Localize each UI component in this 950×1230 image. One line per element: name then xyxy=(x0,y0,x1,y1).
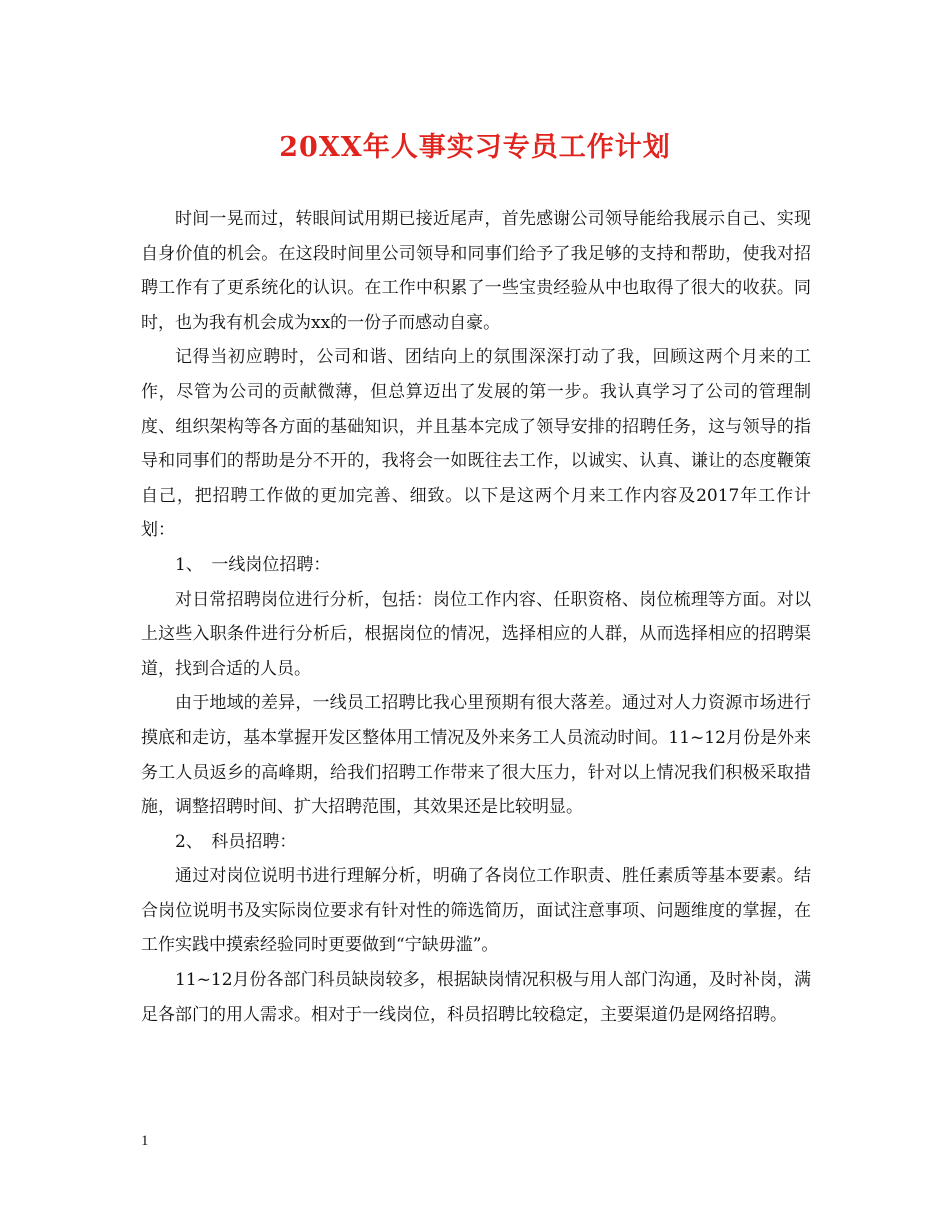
paragraph-staff-vacancy: 11~12月份各部门科员缺岗较多，根据缺岗情况积极与用人部门沟通，及时补岗，满足各部门的用人需求。相对于一线岗位，科员招聘比较稳定，主要渠道仍是网络招聘。 xyxy=(141,970,811,1025)
paragraph-recall: 记得当初应聘时，公司和谐、团结向上的氛围深深打动了我，回顾这两个月来的工作，尽管为公司的贡献微薄，但总算迈出了发展的第一步。我认真学习了公司的管理制度、组织架构等各方面的基础知识，并且基本完成了领导安排的招聘任务，这与领导的指导和同事们的帮助是分不开的，我将会一如既往去工作，以诚实、认真、谦让的态度鞭策自己，把招聘工作做的更加完善、细致。以下是这两个月来工作内容及2017年工作计划： xyxy=(141,347,811,541)
paragraph-frontline-analysis: 对日常招聘岗位进行分析，包括：岗位工作内容、任职资格、岗位梳理等方面。对以上这些入职条件进行分析后，根据岗位的情况，选择相应的人群，从而选择相应的招聘渠道，找到合适的人员。 xyxy=(141,589,811,679)
section-heading-staff: 2、 科员招聘： xyxy=(175,831,297,852)
paragraph-intro: 时间一晃而过，转眼间试用期已接近尾声，首先感谢公司领导能给我展示自己、实现自身价值的机会。在这段时间里公司领导和同事们给予了我足够的支持和帮助，使我对招聘工作有了更系统化的认识。在工作中积累了一些宝贵经验从中也取得了很大的收获。同时，也为我有机会成为xx的一份子而感动自豪。 xyxy=(141,209,811,333)
document-title: 20XX年人事实习专员工作计划 xyxy=(279,132,671,163)
paragraph-frontline-region: 由于地域的差异，一线员工招聘比我心里预期有很大落差。通过对人力资源市场进行摸底和走访，基本掌握开发区整体用工情况及外来务工人员流动时间。11~12月份是外来务工人员返乡的高峰期，给我们招聘工作带来了很大压力，针对以上情况我们积极采取措施，调整招聘时间、扩大招聘范围，其效果还是比较明显。 xyxy=(141,693,811,818)
paragraph-staff-analysis: 通过对岗位说明书进行理解分析，明确了各岗位工作职责、胜任素质等基本要素。结合岗位说明书及实际岗位要求有针对性的筛选简历，面试注意事项、问题维度的掌握，在工作实践中摸索经验同时更要做到“宁缺毋滥”。 xyxy=(141,866,811,956)
page-number: 1 xyxy=(141,1133,149,1149)
section-heading-frontline: 1、 一线岗位招聘： xyxy=(175,554,331,575)
document-body xyxy=(141,202,811,1032)
